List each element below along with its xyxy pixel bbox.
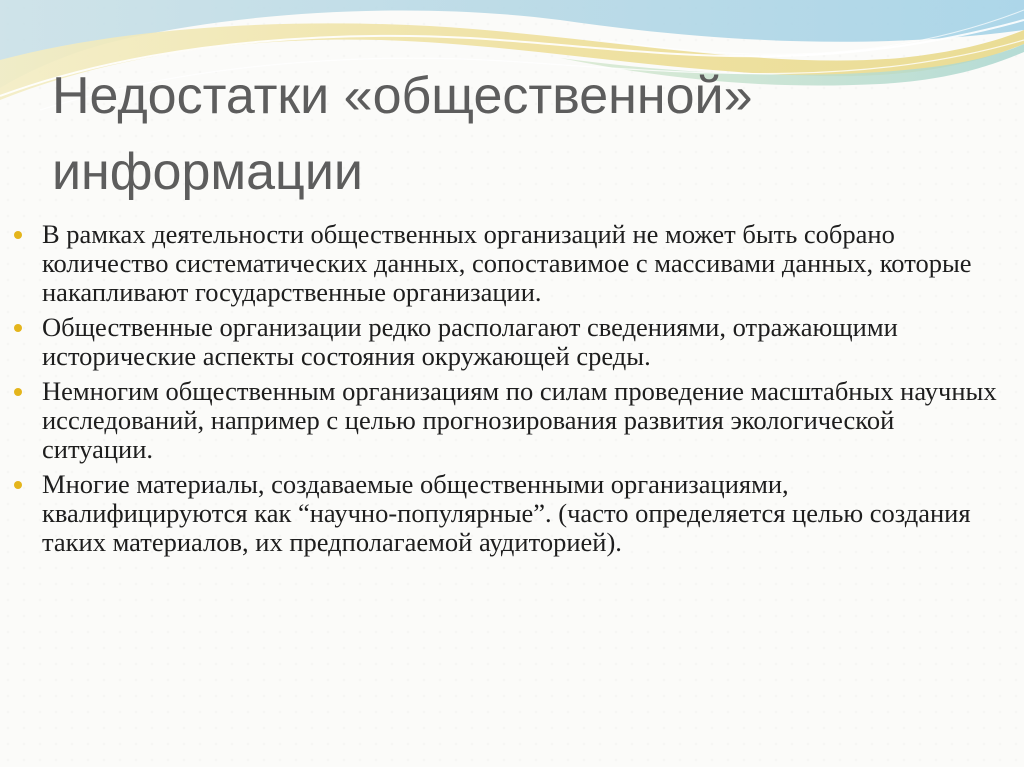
bullet-item bbox=[14, 220, 999, 307]
bullet-marker-icon bbox=[14, 231, 22, 239]
bullet-item bbox=[14, 377, 999, 464]
bullet-text: В рамках деятельности общественных организаций не может быть собрано количество систематических данных, сопоставимое с массивами данных, которые накапливают государственные организации. bbox=[42, 219, 972, 307]
bullet-marker-icon bbox=[14, 481, 22, 489]
bullet-item bbox=[14, 313, 999, 371]
slide-title bbox=[52, 58, 952, 210]
slide-title-line: информации bbox=[52, 143, 363, 201]
bullet-text: Многие материалы, создаваемые общественными организациями, квалифицируются как “научно-популярные”. (часто определяется целью создания таких материалов, их предполагаемой аудиторией). bbox=[42, 469, 971, 557]
bullet-text: Общественные организации редко располагают сведениями, отражающими исторические аспекты состояния окружающей среды. bbox=[42, 312, 898, 371]
slide-title-line: Недостатки «общественной» bbox=[52, 67, 753, 125]
bullet-list bbox=[14, 220, 999, 563]
bullet-text: Немногим общественным организациям по силам проведение масштабных научных исследований, например с целью прогнозирования развития экологической ситуации. bbox=[42, 376, 997, 464]
bullet-item bbox=[14, 470, 999, 557]
bullet-marker-icon bbox=[14, 324, 22, 332]
bullet-marker-icon bbox=[14, 388, 22, 396]
